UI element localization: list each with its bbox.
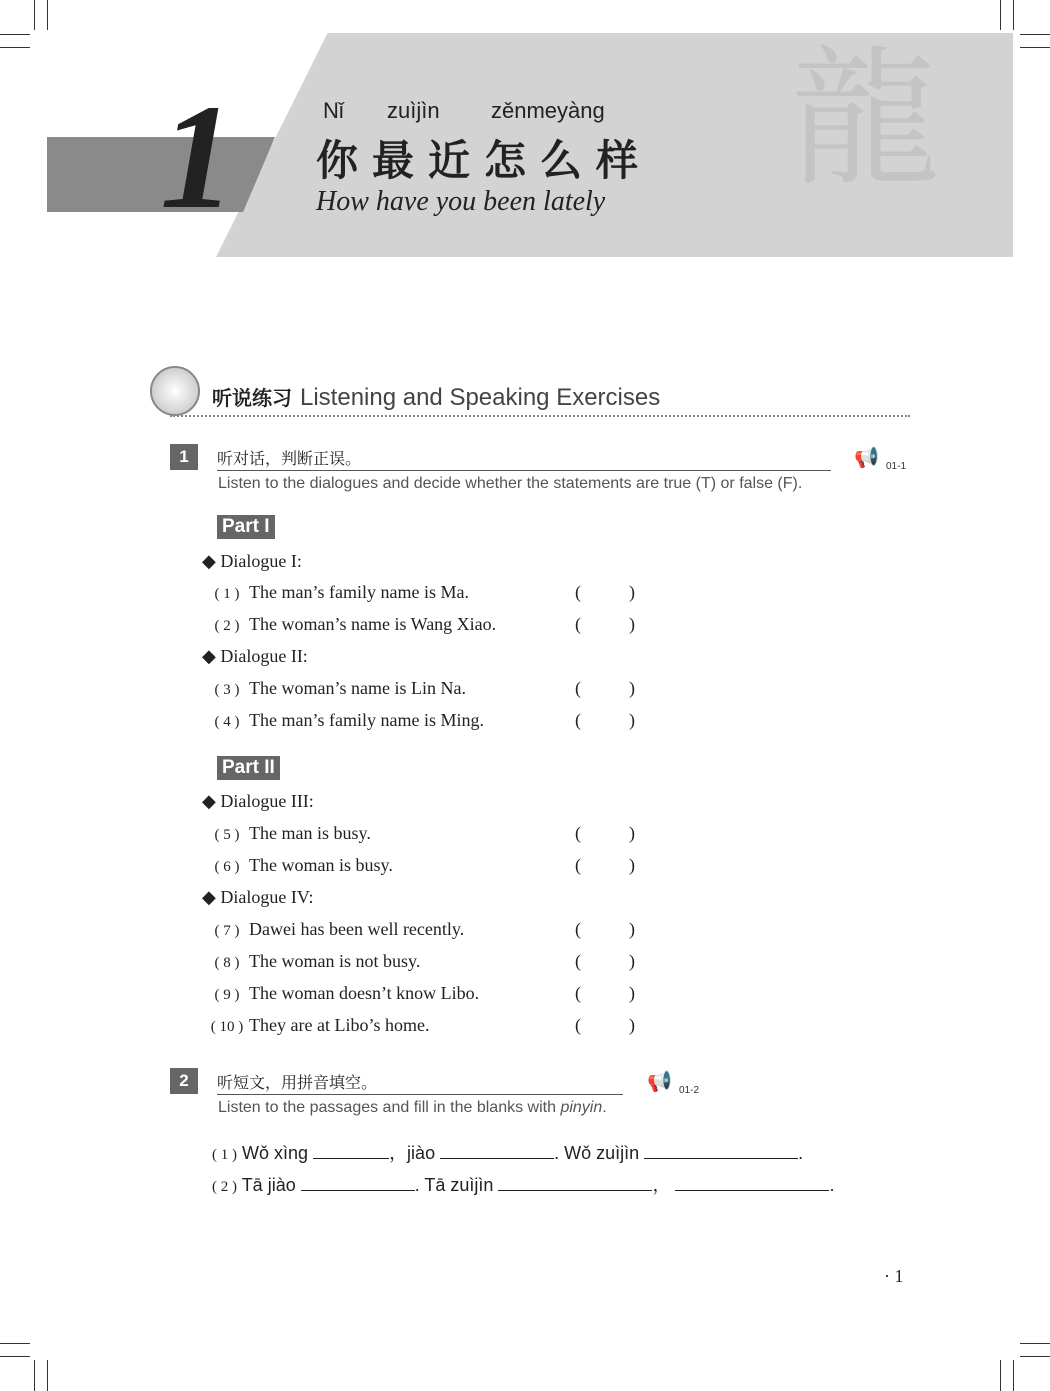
answer-blank[interactable] (575, 582, 635, 603)
item-text: The man’s family name is Ming. (249, 710, 484, 730)
item-number: ( 1 ) (214, 586, 240, 602)
crop-mark (1013, 1360, 1014, 1391)
lesson-title-english: How have you been lately (316, 186, 606, 217)
audio-track-button[interactable] (852, 442, 908, 474)
text: Wǒ xìng (242, 1143, 309, 1163)
crop-mark (34, 1360, 35, 1391)
crop-mark (1020, 1343, 1050, 1344)
statement-item (205, 823, 371, 844)
answer-blank[interactable] (575, 614, 635, 635)
dialogue-label: ◆ Dialogue II: (202, 646, 308, 666)
crop-mark (1000, 0, 1001, 30)
statement-item (205, 678, 466, 699)
statement-item (205, 614, 496, 635)
paren-close: ) (629, 582, 635, 602)
text: ，jiào (389, 1143, 436, 1163)
exercise-number: 1 (170, 444, 198, 470)
text: . (798, 1143, 804, 1163)
answer-blank[interactable] (575, 678, 635, 699)
item-number: ( 9 ) (214, 987, 240, 1003)
headphone-mascot-icon (150, 366, 200, 416)
item-text: The man’s family name is Ma. (249, 582, 469, 602)
speaker-icon: 📢 (854, 447, 879, 469)
item-text: They are at Libo’s home. (249, 1015, 430, 1035)
instruction-end: . (602, 1099, 607, 1116)
crop-mark (0, 1343, 30, 1344)
paren-close: ) (629, 614, 635, 634)
item-number: ( 6 ) (214, 859, 240, 875)
paren-open: ( (575, 951, 581, 971)
paren-close: ) (629, 951, 635, 971)
item-text: The woman is busy. (249, 855, 393, 875)
text: . Tā zuìjìn (414, 1175, 494, 1195)
item-text: The woman is not busy. (249, 951, 421, 971)
blank-input[interactable] (301, 1174, 415, 1191)
page-number: · 1 (884, 1266, 904, 1286)
blank-input[interactable] (675, 1174, 829, 1191)
item-text: The woman doesn’t know Libo. (249, 983, 480, 1003)
section-title-en: Listening and Speaking Exercises (300, 384, 661, 411)
paren-open: ( (575, 919, 581, 939)
answer-blank[interactable] (575, 951, 635, 972)
exercise-instruction-zh: 听短文，用拼音填空。 (217, 1070, 623, 1095)
statement-item (205, 951, 420, 972)
item-number: ( 1 ) (212, 1147, 237, 1163)
answer-blank[interactable] (575, 1015, 635, 1036)
paren-open: ( (575, 983, 581, 1003)
fill-line-1 (212, 1139, 803, 1165)
statement-item (205, 710, 484, 731)
paren-open: ( (575, 823, 581, 843)
paren-close: ) (629, 855, 635, 875)
crop-mark (1013, 0, 1014, 30)
item-number: ( 7 ) (214, 923, 240, 939)
lesson-title-chinese: 你最近怎么样 (316, 136, 653, 185)
answer-blank[interactable] (575, 855, 635, 876)
pinyin-zenmeyang: zěnmeyàng (491, 98, 605, 123)
paren-close: ) (629, 678, 635, 698)
text: . (829, 1175, 835, 1195)
blank-input[interactable] (498, 1174, 652, 1191)
section-heading (212, 382, 660, 412)
statement-item (205, 1015, 429, 1036)
crop-mark (1020, 34, 1050, 35)
paren-open: ( (575, 710, 581, 730)
blank-input[interactable] (440, 1142, 554, 1159)
dialogue-label: ◆ Dialogue III: (202, 791, 314, 811)
item-number: ( 5 ) (214, 827, 240, 843)
part-label: Part II (217, 756, 280, 780)
paren-close: ) (629, 1015, 635, 1035)
exercise-instruction-zh: 听对话，判断正误。 (217, 446, 831, 471)
statement-item (205, 855, 393, 876)
paren-open: ( (575, 678, 581, 698)
part-label: Part I (217, 515, 275, 539)
crop-mark (0, 34, 30, 35)
fill-line-2 (212, 1171, 835, 1197)
exercise-instruction-en: Listen to the dialogues and decide whether the statements are true (T) or false (F). (218, 475, 803, 492)
dotted-divider (170, 415, 910, 417)
item-number: ( 8 ) (214, 955, 240, 971)
crop-mark (47, 0, 48, 30)
statement-item (205, 983, 479, 1004)
crop-mark (34, 0, 35, 30)
dialogue-label: ◆ Dialogue I: (202, 551, 302, 571)
blank-input[interactable] (313, 1142, 389, 1159)
pinyin-zuijin: zuìjìn (387, 98, 440, 123)
paren-close: ) (629, 983, 635, 1003)
paren-open: ( (575, 582, 581, 602)
paren-close: ) (629, 710, 635, 730)
crop-mark (0, 47, 30, 48)
paren-open: ( (575, 614, 581, 634)
exercise-number: 2 (170, 1068, 198, 1094)
item-text: Dawei has been well recently. (249, 919, 465, 939)
crop-mark (1020, 1356, 1050, 1357)
item-number: ( 4 ) (214, 714, 240, 730)
statement-item (205, 919, 464, 940)
exercise-instruction-en (218, 1099, 607, 1117)
paren-close: ) (629, 919, 635, 939)
calligraphy-watermark: 龍 (790, 33, 941, 207)
item-number: ( 3 ) (214, 682, 240, 698)
item-text: The woman’s name is Lin Na. (249, 678, 466, 698)
lesson-number: 1 (160, 74, 235, 240)
audio-track-label: 01-2 (678, 1085, 699, 1096)
answer-blank[interactable] (575, 823, 635, 844)
paren-close: ) (629, 823, 635, 843)
text: ， (652, 1175, 671, 1195)
instruction-emphasis: pinyin (560, 1099, 603, 1116)
crop-mark (1020, 47, 1050, 48)
statement-item (205, 582, 469, 603)
dialogue-label: ◆ Dialogue IV: (202, 887, 314, 907)
item-text: The woman’s name is Wang Xiao. (249, 614, 497, 634)
crop-mark (0, 1356, 30, 1357)
paren-open: ( (575, 1015, 581, 1035)
item-number: ( 2 ) (212, 1179, 237, 1195)
answer-blank[interactable] (575, 710, 635, 731)
answer-blank[interactable] (575, 919, 635, 940)
answer-blank[interactable] (575, 983, 635, 1004)
section-title-zh: 听说练习 (212, 386, 292, 410)
item-text: The man is busy. (249, 823, 371, 843)
crop-mark (1000, 1360, 1001, 1391)
audio-track-button[interactable] (645, 1066, 701, 1098)
blank-input[interactable] (644, 1142, 798, 1159)
instruction-text: Listen to the passages and fill in the blanks with (218, 1099, 561, 1116)
speaker-icon: 📢 (647, 1071, 672, 1093)
item-number: ( 2 ) (214, 618, 240, 634)
text: . Wǒ zuìjìn (554, 1143, 640, 1163)
paren-open: ( (575, 855, 581, 875)
crop-mark (47, 1360, 48, 1391)
audio-track-label: 01-1 (885, 461, 906, 472)
pinyin-ni: Nǐ (323, 98, 344, 123)
item-number: ( 10 ) (210, 1019, 244, 1035)
text: Tā jiào (241, 1175, 296, 1195)
